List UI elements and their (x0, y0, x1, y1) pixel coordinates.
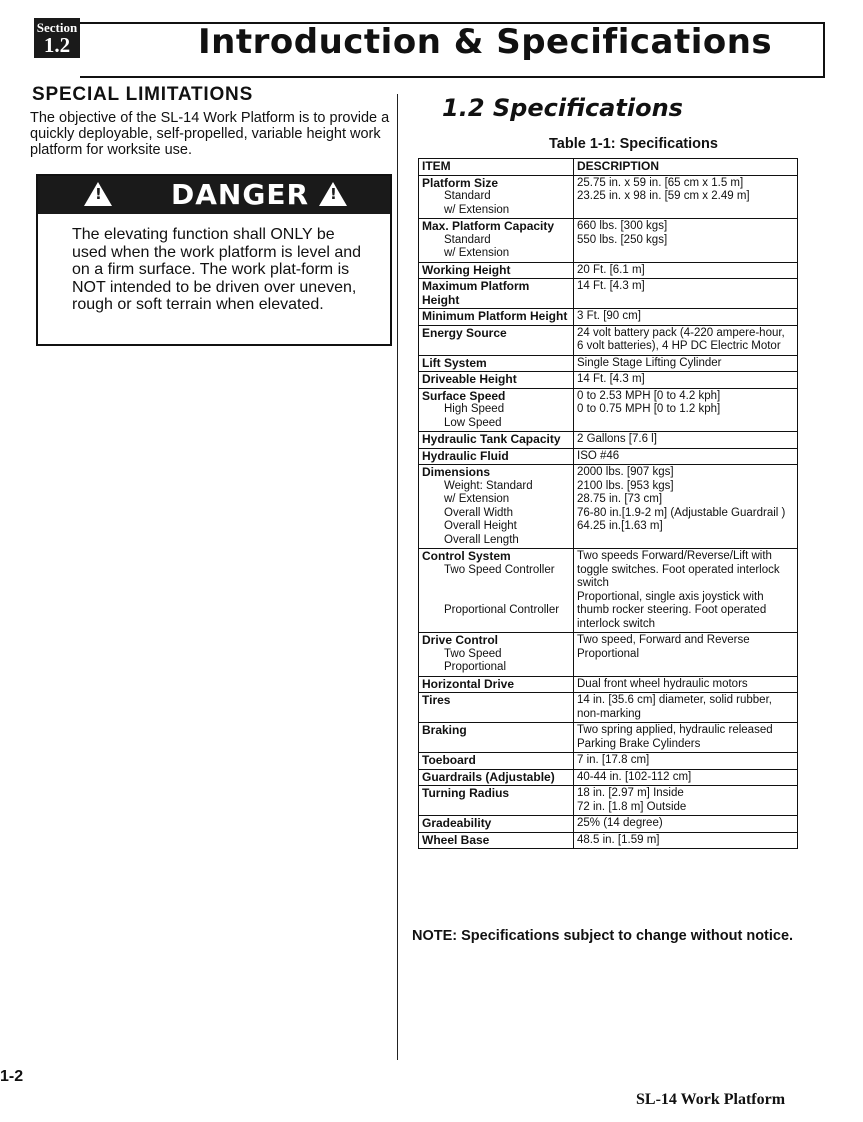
table-row (419, 465, 798, 549)
spec-item-name: Max. Platform Capacity (422, 219, 555, 233)
spec-item-name: Energy Source (422, 325, 507, 340)
specifications-table (418, 158, 798, 849)
spec-item-cell (419, 676, 574, 693)
section-label: Section (36, 20, 78, 35)
table-row (419, 448, 798, 465)
spec-item-cell (419, 633, 574, 677)
spec-description-cell (574, 633, 798, 677)
table-row (419, 279, 798, 309)
spec-description-line: Two spring applied, hydraulic released Parking Brake Cylinders (577, 724, 773, 750)
spec-item-cell (419, 448, 574, 465)
table-row (419, 693, 798, 723)
spec-item-cell (419, 549, 574, 633)
spec-description-line: Two speed, Forward and Reverse (577, 634, 750, 646)
table-row (419, 432, 798, 449)
spec-description-cell (574, 723, 798, 753)
spec-item-cell (419, 262, 574, 279)
spec-sub-item: Two Speed Controller (444, 563, 555, 576)
spec-description-line: 14 in. [35.6 cm] diameter, solid rubber, non-marking (577, 694, 772, 720)
table-row (419, 355, 798, 372)
spec-item-cell (419, 816, 574, 833)
spec-item-cell (419, 388, 574, 432)
spec-description-cell (574, 432, 798, 449)
column-header-description: DESCRIPTION (574, 159, 798, 176)
spec-description-line: Dual front wheel hydraulic motors (577, 677, 748, 690)
spec-item-name: Gradeability (422, 816, 492, 830)
spec-sub-item: Standard (444, 190, 491, 202)
spec-description-cell (574, 753, 798, 770)
spec-item-name: Maximum Platform Height (422, 279, 530, 307)
spec-description-line: 550 lbs. [250 kgs] (577, 233, 668, 246)
spec-item-cell (419, 279, 574, 309)
objective-paragraph: The objective of the SL-14 Work Platform is to provide a quickly deployable, self-propelled, variable height work platform for worksite use. (30, 110, 390, 158)
spec-description-line: Two speeds Forward/Reverse/Lift with toggle switches. Foot operated interlock switch (577, 550, 780, 589)
spec-description-cell (574, 372, 798, 389)
table-row (419, 676, 798, 693)
spec-description-line: ISO #46 (577, 449, 620, 462)
spec-item-cell (419, 832, 574, 849)
spec-item-cell (419, 769, 574, 786)
spec-item-name: Working Height (422, 262, 511, 277)
spec-item-name: Lift System (422, 355, 487, 370)
spec-sub-item: Overall Width (444, 506, 514, 519)
spec-description-cell (574, 693, 798, 723)
section-badge (34, 18, 80, 58)
spec-item-cell (419, 372, 574, 389)
table-body (419, 175, 798, 849)
spec-item-name: Wheel Base (422, 832, 490, 847)
spec-description-line: 40-44 in. [102-112 cm] (577, 770, 692, 783)
spec-sub-item: w/ Extension (444, 247, 510, 259)
spec-description-line: 64.25 in.[1.63 m] (577, 520, 663, 532)
spec-item-name: Braking (422, 723, 467, 737)
spec-description-line: 2100 lbs. [953 kgs] (577, 479, 674, 492)
spec-description-cell (574, 465, 798, 549)
spec-sub-item: Two Speed (444, 647, 502, 660)
column-header-item: ITEM (419, 159, 574, 176)
spec-item-cell (419, 432, 574, 449)
spec-description-line: 0 to 2.53 MPH [0 to 4.2 kph] (577, 389, 721, 402)
spec-item-cell (419, 309, 574, 326)
page-title: Introduction & Specifications (198, 22, 773, 62)
spec-description-line: 48.5 in. [1.59 m] (577, 833, 660, 846)
spec-description-cell (574, 549, 798, 633)
spec-description-line: 20 Ft. [6.1 m] (577, 263, 645, 276)
spec-item-cell (419, 465, 574, 549)
spec-description-cell (574, 219, 798, 263)
spec-description-line: Single Stage Lifting Cylinder (577, 356, 722, 369)
spec-description-line: 0 to 0.75 MPH [0 to 1.2 kph] (577, 403, 721, 415)
spec-item-cell (419, 693, 574, 723)
spec-sub-item: Overall Height (444, 520, 517, 532)
table-row (419, 175, 798, 219)
spec-item-name: Tires (422, 693, 451, 707)
table-row (419, 372, 798, 389)
spec-item-cell (419, 355, 574, 372)
special-limitations-heading: SPECIAL LIMITATIONS (32, 84, 254, 105)
section-number: 1.2 (43, 33, 71, 57)
table-row (419, 753, 798, 770)
spec-item-cell (419, 219, 574, 263)
spec-item-name: Horizontal Drive (422, 676, 515, 691)
warning-triangle-icon: ! (319, 182, 347, 206)
spec-description-line: 23.25 in. x 98 in. [59 cm x 2.49 m] (577, 190, 750, 202)
table-row (419, 219, 798, 263)
spec-description-cell (574, 279, 798, 309)
spec-item-name: Driveable Height (422, 372, 517, 386)
table-row (419, 325, 798, 355)
table-row (419, 769, 798, 786)
spec-sub-item: Overall Length (444, 533, 519, 546)
table-row (419, 832, 798, 849)
column-divider (397, 94, 398, 1060)
spec-description-line: 76-80 in.[1.9-2 m] (Adjustable Guardrail ) (577, 506, 786, 519)
table-caption: Table 1-1: Specifications (549, 136, 718, 152)
table-row (419, 309, 798, 326)
table-row (419, 388, 798, 432)
spec-description-line: 25.75 in. x 59 in. [65 cm x 1.5 m] (577, 176, 744, 189)
spec-sub-item: w/ Extension (444, 493, 510, 505)
footer-product: SL-14 Work Platform (636, 1091, 786, 1108)
table-row (419, 786, 798, 816)
danger-banner (38, 176, 390, 214)
spec-description-cell (574, 388, 798, 432)
table-row (419, 816, 798, 833)
spec-item-cell (419, 786, 574, 816)
table-row (419, 549, 798, 633)
spec-description-line: 7 in. [17.8 cm] (577, 754, 650, 766)
spec-item-name: Toeboard (422, 753, 476, 767)
specifications-note: NOTE: Specifications subject to change without notice. (412, 928, 794, 944)
spec-description-line: 72 in. [1.8 m] Outside (577, 800, 687, 813)
spec-item-cell (419, 325, 574, 355)
spec-sub-item (422, 577, 570, 591)
spec-item-name: Control System (422, 549, 511, 563)
danger-text: The elevating function shall ONLY be used when the work platform is level and on a firm surface. The work plat-form is NOT intended to be driven over uneven, rough or soft terrain when elevated. (72, 226, 362, 313)
spec-item-name: Platform Size (422, 175, 499, 190)
spec-item-name: Turning Radius (422, 786, 510, 800)
spec-description-cell (574, 676, 798, 693)
spec-description-cell (574, 325, 798, 355)
spec-description-cell (574, 816, 798, 833)
spec-sub-item: High Speed (444, 403, 505, 415)
spec-item-name: Dimensions (422, 465, 491, 479)
spec-sub-item: Low Speed (444, 416, 502, 429)
page-number: 1-2 (0, 1068, 24, 1085)
spec-sub-item: Proportional (444, 661, 507, 673)
spec-description-line: 28.75 in. [73 cm] (577, 493, 663, 505)
spec-description-cell (574, 769, 798, 786)
spec-sub-item (422, 591, 570, 605)
spec-description-line: Proportional, single axis joystick with thumb rocker steering. Foot operated interlock switch (577, 590, 767, 630)
table-header-row (419, 159, 798, 176)
spec-description-line: 14 Ft. [4.3 m] (577, 373, 645, 385)
spec-sub-item: Proportional Controller (444, 604, 560, 616)
specifications-heading: 1.2 Specifications (442, 94, 683, 122)
spec-description-line: 2000 lbs. [907 kgs] (577, 466, 674, 478)
spec-item-name: Surface Speed (422, 388, 506, 403)
spec-description-cell (574, 355, 798, 372)
spec-item-name: Hydraulic Fluid (422, 448, 509, 463)
spec-description-line: 14 Ft. [4.3 m] (577, 280, 645, 292)
spec-item-name: Guardrails (Adjustable) (422, 769, 555, 784)
spec-description-line: 660 lbs. [300 kgs] (577, 220, 668, 232)
table-row (419, 262, 798, 279)
spec-item-cell (419, 175, 574, 219)
spec-description-line: 24 volt battery pack (4-220 ampere-hour, 6 volt batteries), 4 HP DC Electric Motor (577, 326, 785, 352)
spec-item-cell (419, 723, 574, 753)
spec-item-name: Drive Control (422, 633, 499, 647)
spec-description-cell (574, 262, 798, 279)
spec-description-line: 25% (14 degree) (577, 817, 663, 829)
table-row (419, 723, 798, 753)
spec-sub-item: Standard (444, 233, 491, 246)
spec-item-cell (419, 753, 574, 770)
spec-description-line: 18 in. [2.97 m] Inside (577, 787, 684, 799)
spec-description-line: Proportional (577, 647, 640, 660)
spec-item-name: Minimum Platform Height (422, 309, 568, 323)
spec-description-cell (574, 448, 798, 465)
spec-sub-item: w/ Extension (444, 203, 510, 216)
spec-description-line: 3 Ft. [90 cm] (577, 310, 641, 322)
danger-label: DANGER (171, 178, 310, 211)
danger-callout (36, 174, 392, 346)
spec-description-line: 2 Gallons [7.6 l] (577, 433, 657, 445)
warning-triangle-icon: ! (84, 182, 112, 206)
spec-description-cell (574, 786, 798, 816)
spec-description-cell (574, 175, 798, 219)
spec-description-cell (574, 309, 798, 326)
spec-sub-item: Weight: Standard (444, 479, 533, 492)
spec-item-name: Hydraulic Tank Capacity (422, 432, 561, 446)
spec-description-cell (574, 832, 798, 849)
table-row (419, 633, 798, 677)
